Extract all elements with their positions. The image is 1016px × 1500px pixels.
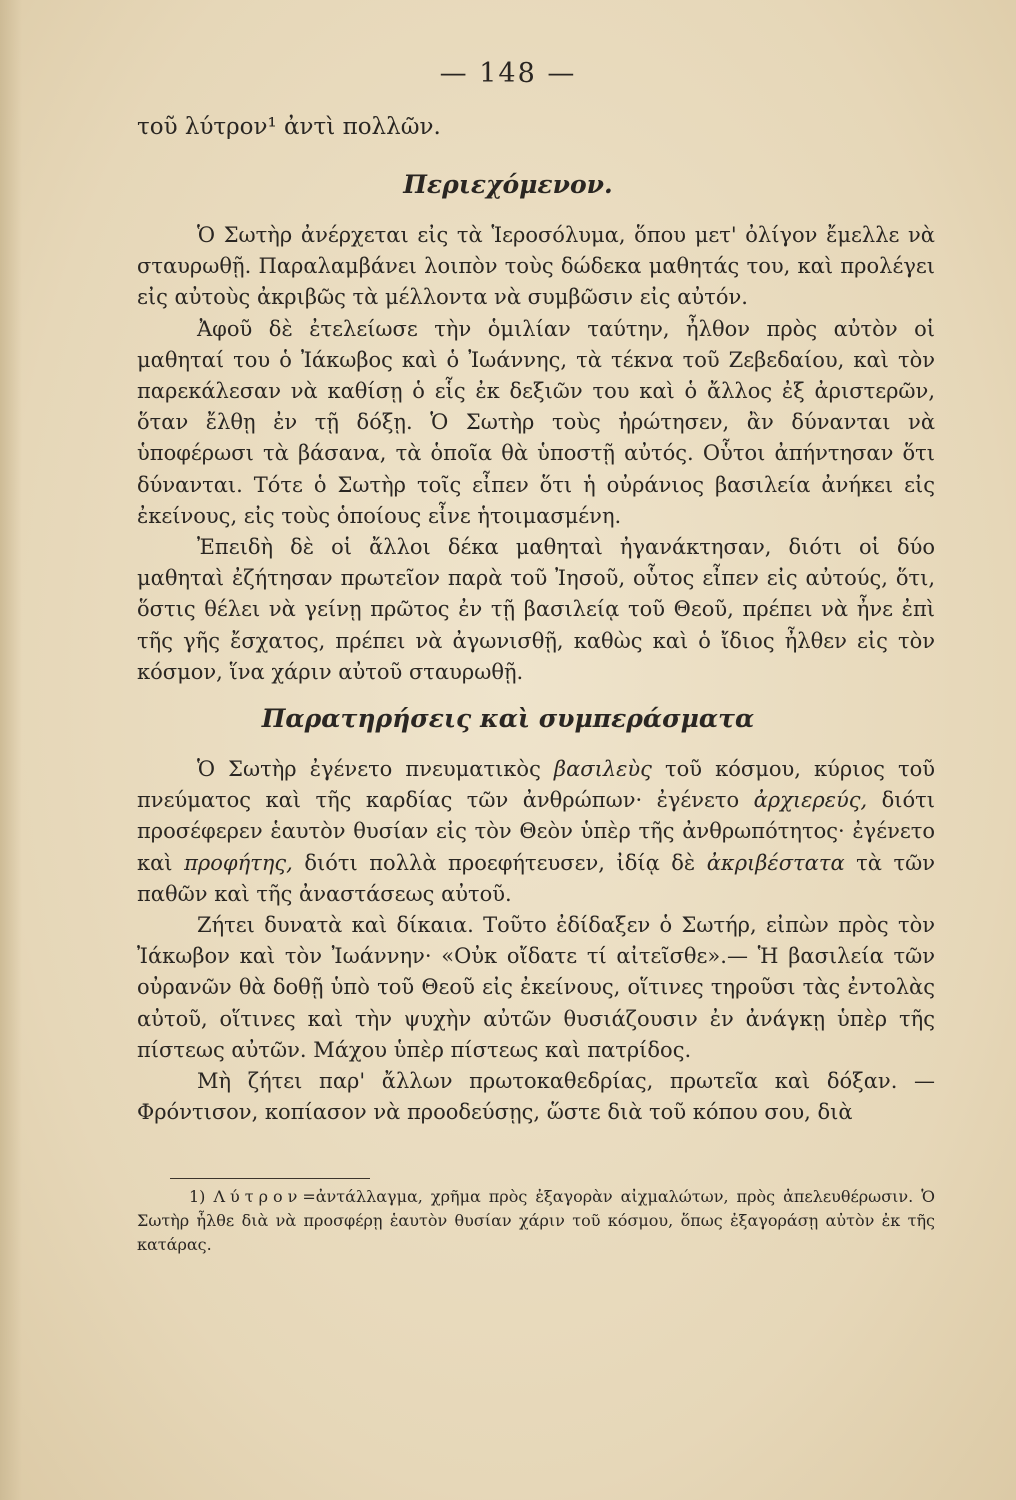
page-edge-shadow [0, 0, 22, 1500]
opening-line: τοῦ λύτρον¹ ἀντὶ πολλῶν. [137, 114, 441, 140]
section-heading-contents: Περιεχόμενον. [403, 170, 613, 199]
footnote-divider [170, 1178, 370, 1179]
section-contents-body [137, 220, 935, 688]
footnote-definition: =ἀντάλλαγμα, χρῆμα πρὸς ἐξαγορὰν αἰχμαλώτων, πρὸς ἀπελευθέρωσιν. Ὁ Σωτὴρ ἦλθε διὰ νὰ προσφέρῃ ἑαυτὸν θυσίαν χάριν τοῦ κόσμου, ὅπως ἐξαγοράσῃ αὐτὸν ἐκ τῆς κατάρας. [137, 1187, 935, 1254]
section-observations-body [137, 754, 935, 1128]
footnote-term: Λύτρον [213, 1187, 303, 1206]
paragraph: Ἀφοῦ δὲ ἐτελείωσε τὴν ὁμιλίαν ταύτην, ἦλθον πρὸς αὐτὸν οἱ μαθηταί του ὁ Ἰάκωβος καὶ ὁ Ἰωάννης, τὰ τέκνα τοῦ Ζεβεδαίου, καὶ τὸν παρεκάλεσαν νὰ καθίσῃ ὁ εἷς ἐκ δεξιῶν του καὶ ὁ ἄλλος ἐξ ἀριστερῶν, ὅταν ἔλθῃ ἐν τῇ δόξῃ. Ὁ Σωτὴρ τοὺς ἠρώτησεν, ἂν δύνανται νὰ ὑποφέρωσι τὰ βάσανα, τὰ ὁποῖα θὰ ὑποστῇ αὐτός. Οὗτοι ἀπήντησαν ὅτι δύνανται. Τότε ὁ Σωτὴρ τοῖς εἶπεν ὅτι ἡ οὐράνιος βασιλεία ἀνήκει εἰς ἐκείνους, εἰς τοὺς ὁποίους εἶνε ἡτοιμασμένη. [137, 316, 935, 528]
footnote-text [137, 1185, 935, 1257]
emphasis-term: ἀκριβέστατα [706, 850, 845, 875]
paragraph [137, 754, 935, 910]
section-heading-observations: Παρατηρήσεις καὶ συμπεράσματα [261, 704, 755, 733]
emphasis-term: βασιλεὺς [553, 757, 652, 781]
page-number: — 148 — [439, 58, 577, 89]
text-run: διότι πολλὰ προεφήτευσεν, ἰδίᾳ δὲ [292, 850, 707, 875]
text-run: Ὁ Σωτὴρ ἐγένετο πνευματικὸς [197, 757, 554, 781]
text-run: τὰ τῶν παθῶν καὶ τῆς ἀναστάσεως αὐτοῦ. [137, 850, 936, 906]
opening-line-block [137, 112, 935, 143]
footnote [137, 1185, 935, 1257]
paragraph: Ὁ Σωτὴρ ἀνέρχεται εἰς τὰ Ἱεροσόλυμα, ὅπου μετ' ὀλίγον ἔμελλε νὰ σταυρωθῇ. Παραλαμβάνει λοιπὸν τοὺς δώδεκα μαθητάς του, καὶ προλέγει εἰς αὐτοὺς ἀκριβῶς τὰ μέλλοντα νὰ συμβῶσιν εἰς αὐτόν. [137, 223, 935, 310]
emphasis-term: προφήτης, [184, 850, 293, 875]
text-run: τοῦ κόσμου, κύριος τοῦ πνεύματος καὶ τῆς καρδίας τῶν ἀνθρώπων· ἐγένετο [137, 757, 936, 813]
paragraph: Ἐπειδὴ δὲ οἱ ἄλλοι δέκα μαθηταὶ ἠγανάκτησαν, διότι οἱ δύο μαθηταὶ ἐζήτησαν πρωτεῖον παρὰ τοῦ Ἰησοῦ, οὗτος εἶπεν εἰς αὐτούς, ὅτι, ὅστις θέλει νὰ γείνῃ πρῶτος ἐν τῇ βασιλείᾳ τοῦ Θεοῦ, πρέπει νὰ ἦνε ἐπὶ τῆς γῆς ἔσχατος, πρέπει νὰ ἀγωνισθῇ, καθὼς καὶ ὁ ἴδιος ἦλθεν εἰς τὸν κόσμον, ἵνα χάριν αὐτοῦ σταυρωθῇ. [137, 535, 935, 684]
paragraph: Μὴ ζήτει παρ' ἄλλων πρωτοκαθεδρίας, πρωτεῖα καὶ δόξαν. — Φρόντισον, κοπίασον νὰ προοδεύσῃς, ὥστε διὰ τοῦ κόπου σου, διὰ [137, 1069, 935, 1125]
footnote-marker: 1) [189, 1187, 206, 1206]
paragraph: Ζήτει δυνατὰ καὶ δίκαια. Τοῦτο ἐδίδαξεν ὁ Σωτήρ, εἰπὼν πρὸς τὸν Ἰάκωβον καὶ τὸν Ἰωάννην· «Οὐκ οἴδατε τί αἰτεῖσθε».— Ἡ βασιλεία τῶν οὐρανῶν θὰ δοθῇ ὑπὸ τοῦ Θεοῦ εἰς ἐκείνους, οἵτινες τηροῦσι τὰς ἐντολὰς αὐτοῦ, οἵτινες καὶ τὴν ψυχὴν αὐτῶν θυσιάζουσιν ἐν ἀνάγκῃ ὑπὲρ τῆς πίστεως αὐτῶν. Μάχου ὑπὲρ πίστεως καὶ πατρίδος. [137, 913, 935, 1062]
text-run: διότι προσέφερεν ἑαυτὸν θυσίαν εἰς τὸν Θεὸν ὑπὲρ τῆς ἀνθρωπότητος· ἐγένετο καὶ [137, 788, 935, 875]
emphasis-term: ἀρχιερεύς, [753, 788, 868, 813]
